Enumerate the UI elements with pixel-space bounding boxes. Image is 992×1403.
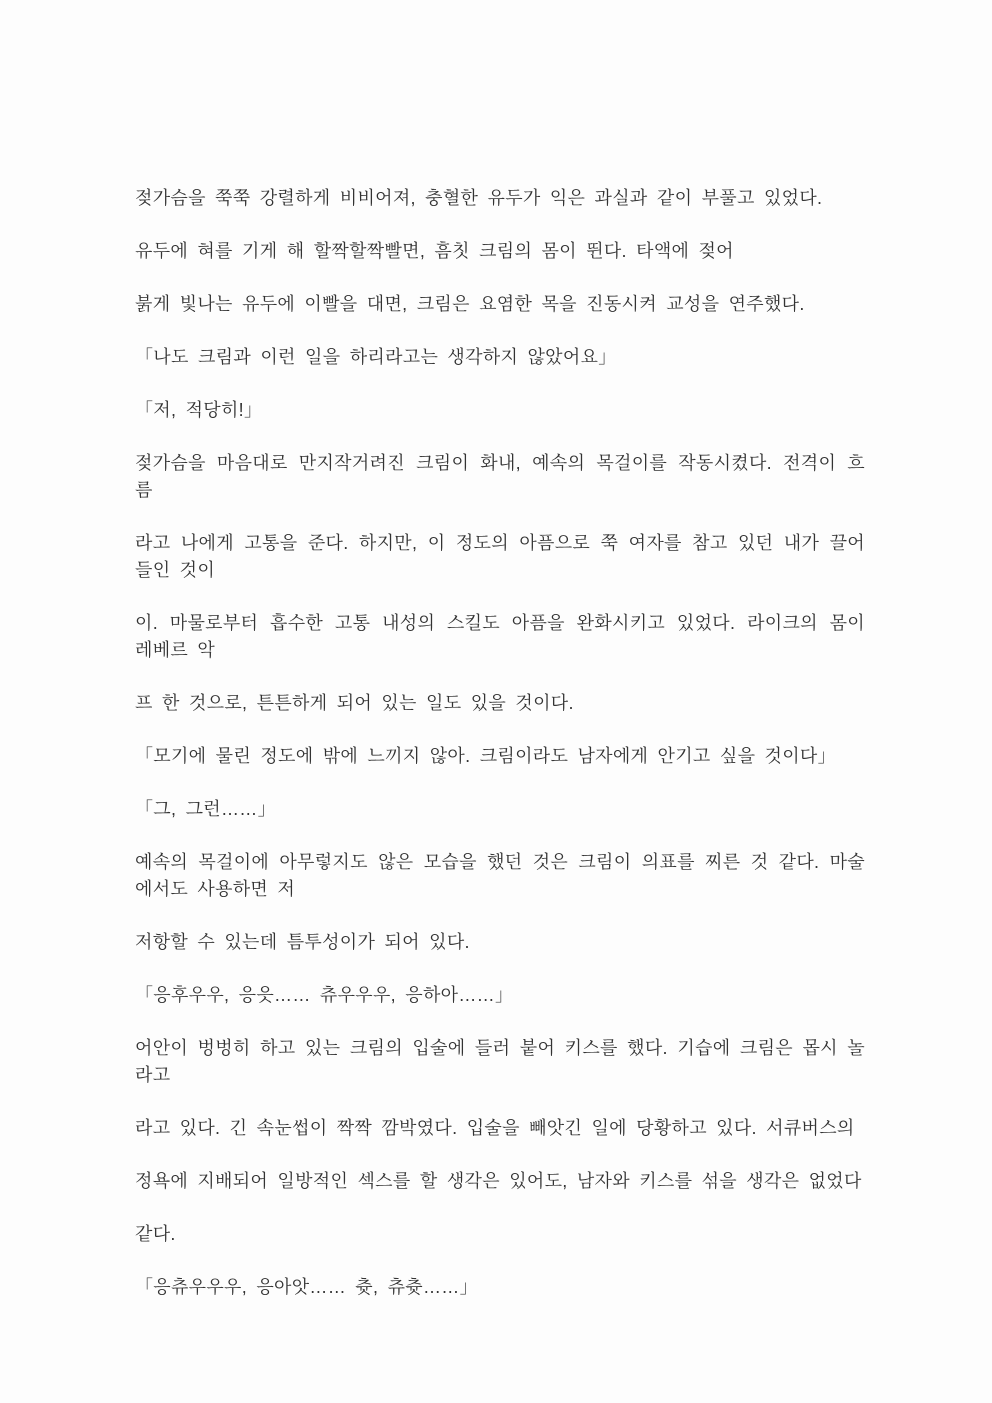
text-paragraph: 라고 나에게 고통을 준다. 하지만, 이 정도의 아픔으로 쭉 여자를 참고 있던 내가 끌어들인 것이 — [135, 533, 865, 580]
dialogue-paragraph: 「저, 적당히!」 — [135, 400, 263, 420]
text-paragraph: 어안이 벙벙히 하고 있는 크림의 입술에 들러 붙어 키스를 했다. 기습에 크림은 몹시 놀라고 — [135, 1038, 865, 1085]
text-paragraph: 유두에 혀를 기게 해 할짝할짝빨면, 흠칫 크림의 몸이 뛴다. 타액에 젖어 — [135, 241, 734, 261]
dialogue-paragraph: 「나도 크림과 이런 일을 하리라고는 생각하지 않았어요」 — [135, 347, 617, 367]
text-paragraph: 정욕에 지배되어 일방적인 섹스를 할 생각은 있어도, 남자와 키스를 섞을 생각은 없었다 — [135, 1171, 862, 1191]
text-paragraph: 붉게 빛나는 유두에 이빨을 대면, 크림은 요염한 목을 진동시켜 교성을 연주했다. — [135, 294, 805, 314]
text-paragraph: 저항할 수 있는데 틈투성이가 되어 있다. — [135, 932, 470, 952]
dialogue-paragraph: 「모기에 물린 정도에 밖에 느끼지 않아. 크림이라도 남자에게 안기고 싶을 것이다」 — [135, 746, 836, 766]
dialogue-paragraph: 「그, 그런……」 — [135, 799, 276, 819]
text-paragraph: 라고 있다. 긴 속눈썹이 짝짝 깜박였다. 입술을 빼앗긴 일에 당황하고 있다. 서큐버스의 — [135, 1118, 855, 1138]
text-paragraph: 젖가슴을 쭉쭉 강렬하게 비비어져, 충혈한 유두가 익은 과실과 같이 부풀고 있었다. — [135, 188, 823, 208]
dialogue-paragraph: 「응후우우, 응읏…… 츄우우우, 응하아……」 — [135, 985, 514, 1005]
text-paragraph: 젖가슴을 마음대로 만지작거려진 크림이 화내, 예속의 목걸이를 작동시켰다. 전격이 흐름 — [135, 453, 865, 500]
text-paragraph: 이. 마물로부터 흡수한 고통 내성의 스킬도 아픔을 완화시키고 있었다. 라이크의 몸이 레베르 악 — [135, 613, 865, 660]
dialogue-paragraph: 「응츄우우우, 응아앗…… 츗, 츄츗……」 — [135, 1277, 478, 1297]
text-paragraph: 프 한 것으로, 튼튼하게 되어 있는 일도 있을 것이다. — [135, 693, 574, 713]
text-paragraph: 예속의 목걸이에 아무렇지도 않은 모습을 했던 것은 크림이 의표를 찌른 것 같다. 마술에서도 사용하면 저 — [135, 852, 865, 899]
document-body — [135, 185, 865, 1327]
text-paragraph: 같다. — [135, 1224, 176, 1244]
